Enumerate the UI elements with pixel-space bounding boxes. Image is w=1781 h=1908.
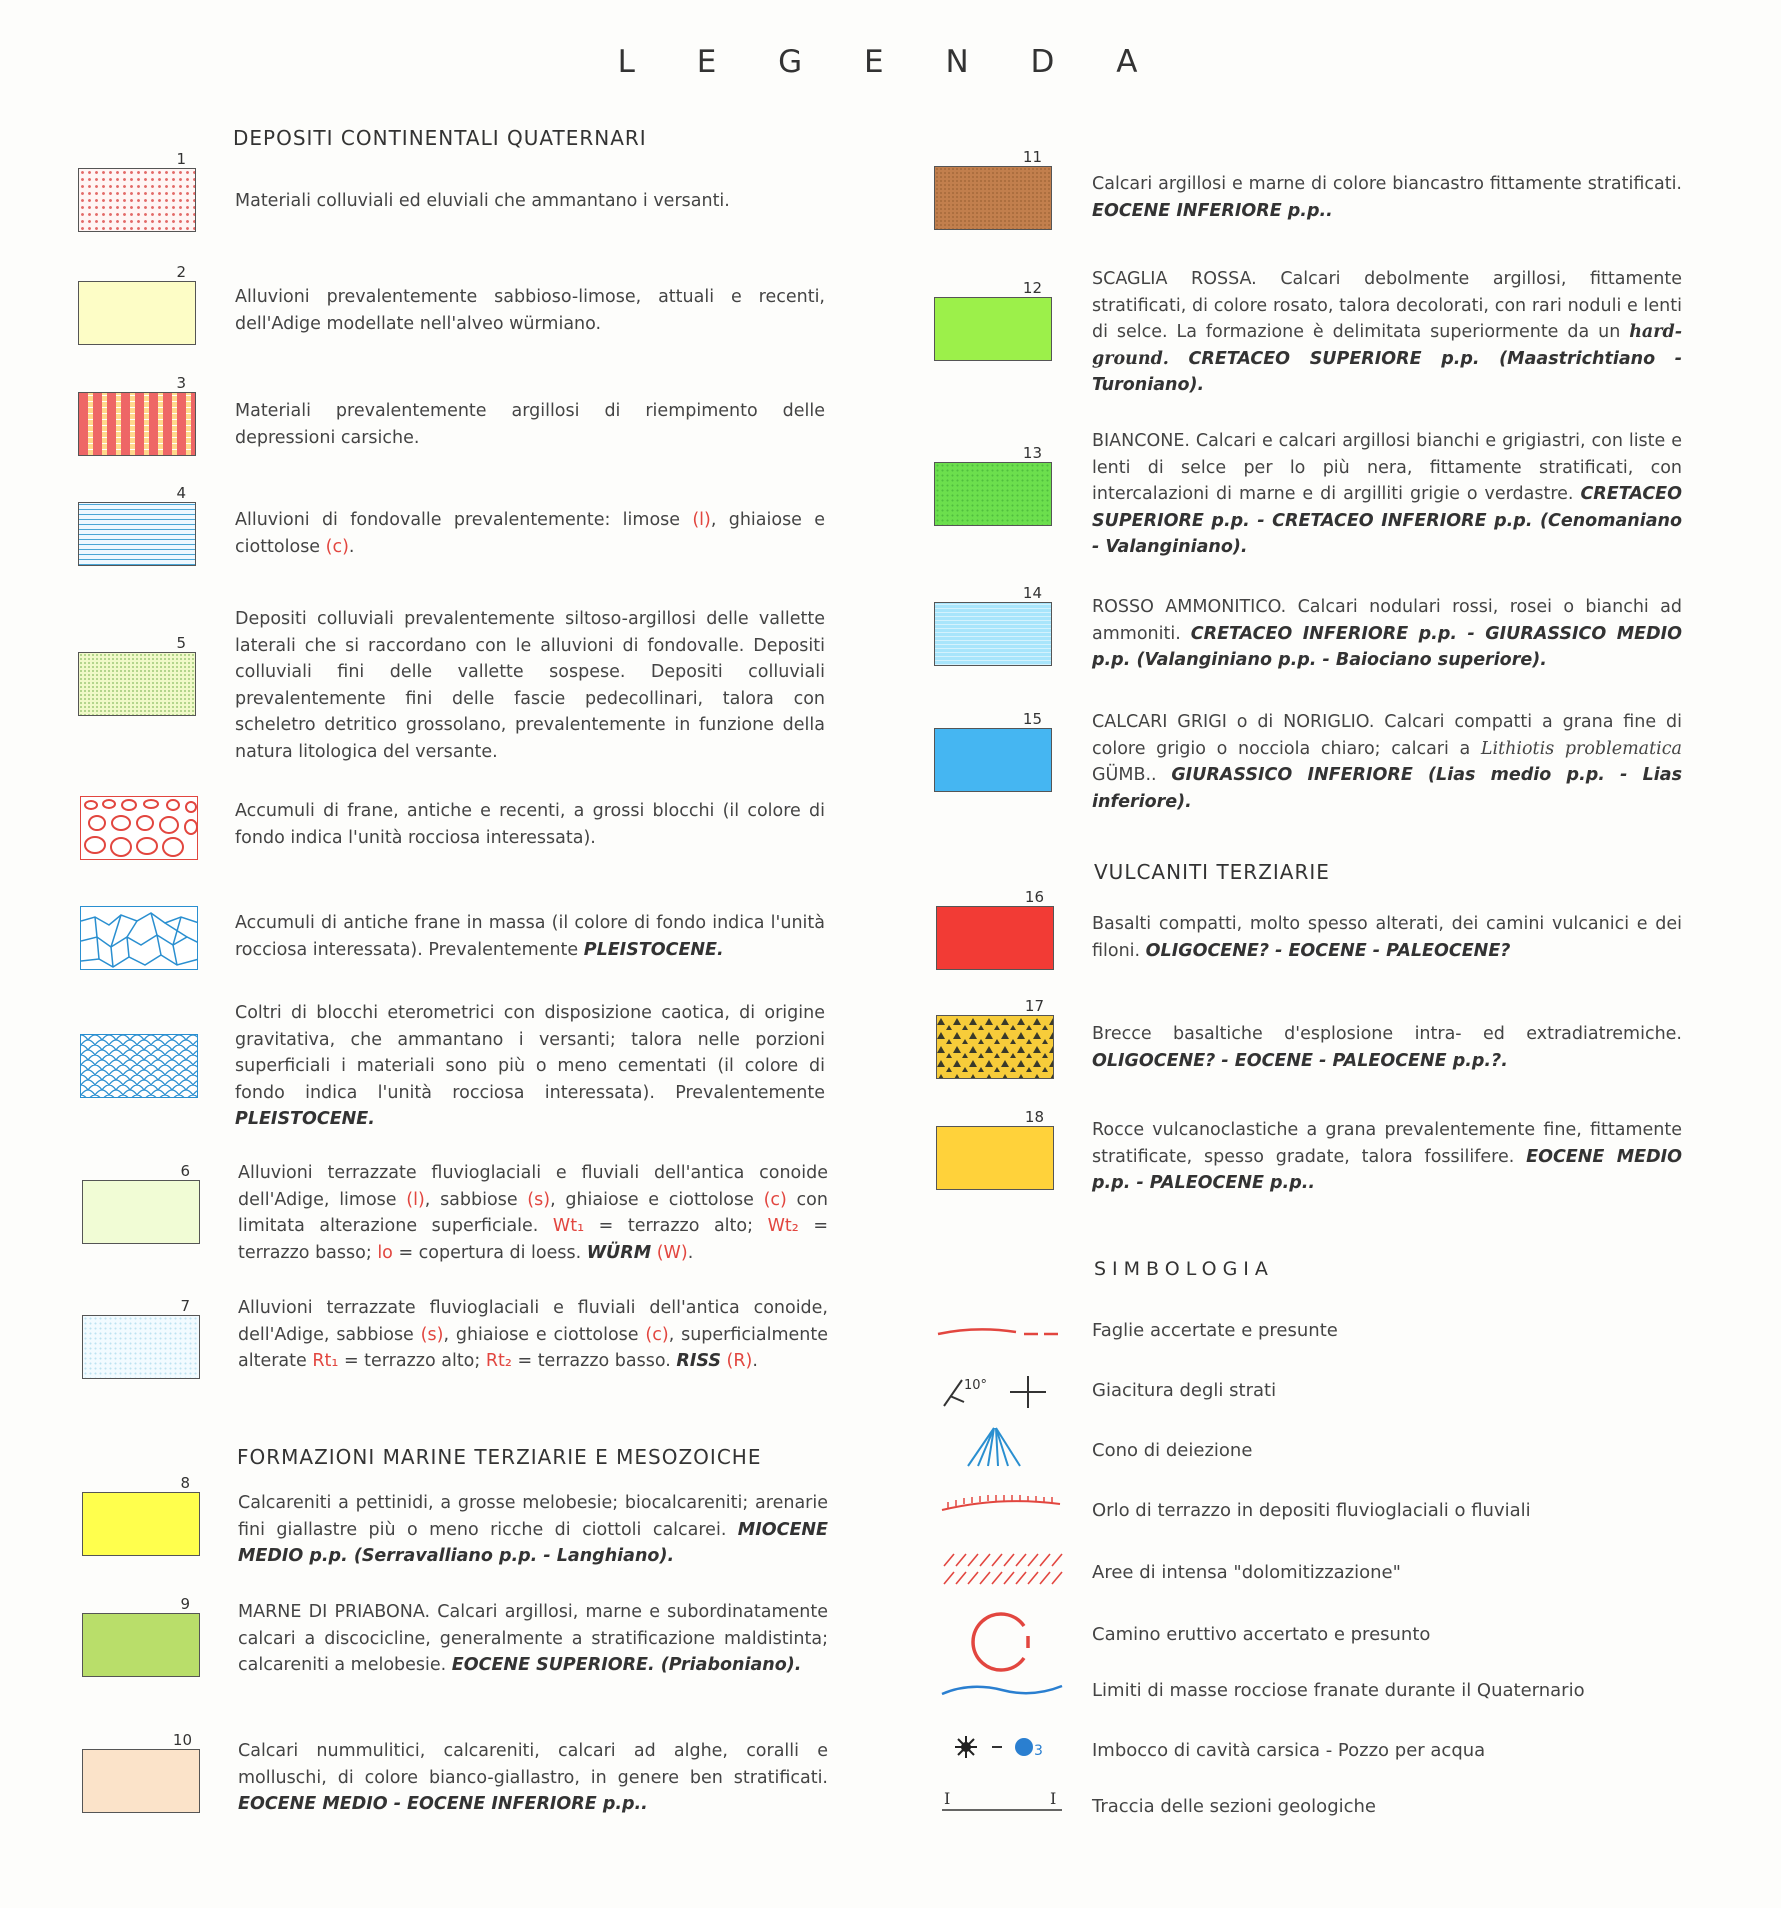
unit-14-description: ROSSO AMMONITICO. Calcari nodulari rossi, rosei o bianchi ad ammoniti. CRETACEO INFERIORE p.p. - GIURASSICO MEDIO p.p. (Valanginiano p.p. - Baiociano superiore). — [1092, 597, 1683, 670]
debris-cover-description: Coltri di blocchi eterometrici con disposizione caotica, di origine gravitativa, che ammantano i versanti; talora nelle porzioni superficiali i materiali sono più o meno cementati (il colore di fondo indica l'unità rocciosa interessata). Prevalentemente PLEISTOCENE. — [235, 1003, 825, 1129]
symbol-bedding-label: Giacitura degli strati — [1092, 1380, 1277, 1401]
unit-4-swatch — [78, 502, 196, 566]
unit-4-description: Alluvioni di fondovalle prevalentemente: limose (l), ghiaiose e ciottolose (c). — [235, 510, 825, 557]
alluvial-fan-icon — [964, 1424, 1028, 1470]
unit-12-swatch — [934, 297, 1052, 361]
bedding-attitude-icon — [940, 1372, 1064, 1412]
unit-1-description: Materiali colluviali ed eluviali che ammantano i versanti. — [235, 191, 730, 211]
unit-number: 8 — [180, 1474, 190, 1492]
terrace-edge-icon — [940, 1492, 1064, 1516]
unit-number: 16 — [1024, 888, 1044, 906]
unit-18-description: Rocce vulcanoclastiche a grana prevalentemente fine, fittamente stratificate, spesso gradate, talora fossilifere. EOCENE MEDIO p.p. - PALEOCENE p.p.. — [1092, 1120, 1682, 1193]
unit-15-swatch — [934, 728, 1052, 792]
unit-3-swatch — [78, 392, 196, 456]
landslide-blocks-description: Accumuli di frane, antiche e recenti, a grossi blocchi (il colore di fondo indica l'unità rocciosa interessata). — [235, 801, 825, 848]
unit-number: 6 — [180, 1162, 190, 1180]
section-volcanic-heading: VULCANITI TERZIARIE — [1094, 860, 1330, 884]
unit-11-swatch — [934, 166, 1052, 230]
unit-16-description: Basalti compatti, molto spesso alterati, dei camini vulcanici e dei filoni. OLIGOCENE? - EOCENE - PALEOCENE? — [1092, 914, 1682, 961]
landslide-blocks-swatch — [80, 796, 198, 860]
debris-cover-swatch — [80, 1034, 198, 1098]
unit-number: 1 — [176, 150, 186, 168]
unit-number: 14 — [1022, 584, 1042, 602]
unit-number: 10 — [172, 1731, 192, 1749]
unit-11-description: Calcari argillosi e marne di colore biancastro fittamente stratificati. EOCENE INFERIORE p.p.. — [1092, 174, 1682, 221]
section-start-label: I — [944, 1789, 951, 1808]
section-marine-heading: FORMAZIONI MARINE TERZIARIE E MESOZOICHE — [237, 1445, 762, 1469]
landslide-limit-icon — [940, 1680, 1064, 1700]
unit-10-swatch — [82, 1749, 200, 1813]
unit-17-description: Brecce basaltiche d'esplosione intra- ed extradiatremiche. OLIGOCENE? - EOCENE - PALEOCENE p.p.?. — [1092, 1024, 1682, 1071]
landslide-mass-swatch — [80, 906, 198, 970]
volcanic-vent-icon — [966, 1606, 1038, 1678]
unit-number: 9 — [180, 1595, 190, 1613]
unit-18-swatch — [936, 1126, 1054, 1190]
unit-2-description: Alluvioni prevalentemente sabbioso-limose, attuali e recenti, dell'Adige modellate nell'alveo würmiano. — [235, 287, 825, 334]
unit-number: 5 — [176, 634, 186, 652]
unit-number: 2 — [176, 263, 186, 281]
unit-3-description: Materiali prevalentemente argillosi di riempimento delle depressioni carsiche. — [235, 401, 825, 448]
unit-6-description: Alluvioni terrazzate fluvioglaciali e fluviali dell'antica conoide dell'Adige, limose (l), sabbiose (s), ghiaiose e ciottolose (c) con limitata alterazione superficiale. Wt₁ = terrazzo alto; Wt₂ = terrazzo basso; lo = copertura di loess. WÜRM (W). — [238, 1163, 828, 1263]
section-trace-icon — [940, 1786, 1064, 1816]
unit-number: 7 — [180, 1297, 190, 1315]
symbol-section-label: Traccia delle sezioni geologiche — [1092, 1796, 1377, 1817]
unit-9-swatch — [82, 1613, 200, 1677]
symbol-terrace-label: Orlo di terrazzo in depositi fluvioglaciali o fluviali — [1092, 1500, 1531, 1521]
unit-7-swatch — [82, 1315, 200, 1379]
unit-number: 18 — [1024, 1108, 1044, 1126]
well-number-label: 3 — [1034, 1743, 1043, 1759]
legend-title: L E G E N D A — [617, 44, 1164, 80]
symbol-limit-label: Limiti di masse rocciose franate durante il Quaternario — [1092, 1680, 1585, 1701]
symbol-vent-label: Camino eruttivo accertato e presunto — [1092, 1624, 1431, 1645]
section-end-label: I — [1050, 1789, 1057, 1808]
symbol-fan-label: Cono di deiezione — [1092, 1440, 1253, 1461]
unit-9-description: MARNE DI PRIABONA. Calcari argillosi, marne e subordinatamente calcari a discocicline, generalmente a stratificazione maldistinta; calcareniti a melobesie. EOCENE SUPERIORE. (Priaboniano). — [238, 1602, 828, 1675]
unit-2-swatch — [78, 281, 196, 345]
unit-number: 13 — [1022, 444, 1042, 462]
bedding-angle-label: 10° — [964, 1378, 988, 1393]
symbol-karst-label: Imbocco di cavità carsica - Pozzo per acqua — [1092, 1740, 1486, 1761]
unit-12-description: SCAGLIA ROSSA. Calcari debolmente argillosi, fittamente stratificati, di colore rosato, talora decolorati, con rari noduli e lenti di selce. La formazione è delimitata superiormente da un hard-ground. CRETACEO SUPERIORE p.p. (Maastrichtiano - Turoniano). — [1092, 269, 1682, 395]
unit-number: 12 — [1022, 279, 1042, 297]
unit-13-description: BIANCONE. Calcari e calcari argillosi bianchi e grigiastri, con liste e lenti di selce per lo più nera, fittamente stratificati, con intercalazioni di marne e di argilliti grigie o verdastre. CRETACEO SUPERIORE p.p. - CRETACEO INFERIORE p.p. (Cenomaniano - Valanginiano). — [1092, 431, 1682, 557]
unit-7-description: Alluvioni terrazzate fluvioglaciali e fluviali dell'antica conoide, dell'Adige, sabbiose (s), ghiaiose e ciottolose (c), superficialmente alterate Rt₁ = terrazzo alto; Rt₂ = terrazzo basso. RISS (R). — [238, 1298, 828, 1371]
unit-8-description: Calcareniti a pettinidi, a grosse melobesie; biocalcareniti; arenarie fini giallastre più o meno ricche di ciottoli calcarei. MIOCENE MEDIO p.p. (Serravalliano p.p. - Langhiano). — [238, 1493, 828, 1566]
symbol-fault-label: Faglie accertate e presunte — [1092, 1320, 1338, 1341]
symbol-dolomitization-label: Aree di intensa "dolomitizzazione" — [1092, 1562, 1401, 1583]
unit-number: 11 — [1022, 148, 1042, 166]
unit-1-swatch — [78, 168, 196, 232]
unit-5-swatch — [78, 652, 196, 716]
unit-number: 15 — [1022, 710, 1042, 728]
unit-13-swatch — [934, 462, 1052, 526]
landslide-mass-description: Accumuli di antiche frane in massa (il colore di fondo indica l'unità rocciosa interessata). Prevalentemente PLEISTOCENE. — [235, 913, 825, 960]
unit-15-description: CALCARI GRIGI o di NORIGLIO. Calcari compatti a grana fine di colore grigio o nocciola chiaro; calcari a Lithiotis problematica GÜMB.. GIURASSICO INFERIORE (Lias medio p.p. - Lias inferiore). — [1092, 712, 1682, 812]
dolomitization-icon — [940, 1546, 1064, 1588]
unit-number: 4 — [176, 484, 186, 502]
unit-5-description: Depositi colluviali prevalentemente siltoso-argillosi delle vallette laterali che si raccordano con le alluvioni di fondovalle. Depositi colluviali fini delle vallette sospese. Depositi colluviali prevalentemente fini delle fascie pedecollinari, talora con scheletro detritico grossolano, prevalentemente in funzione della natura litologica del versante. — [235, 609, 825, 762]
unit-number: 3 — [176, 374, 186, 392]
karst-well-icon — [952, 1730, 1052, 1764]
unit-number: 17 — [1024, 997, 1044, 1015]
unit-17-swatch — [936, 1015, 1054, 1079]
fault-line-icon — [936, 1322, 1060, 1342]
unit-6-swatch — [82, 1180, 200, 1244]
unit-10-description: Calcari nummulitici, calcareniti, calcari ad alghe, coralli e molluschi, di colore bianco-giallastro, in genere ben stratificati. EOCENE MEDIO - EOCENE INFERIORE p.p.. — [238, 1741, 828, 1814]
unit-16-swatch — [936, 906, 1054, 970]
section-continental-heading: DEPOSITI CONTINENTALI QUATERNARI — [233, 126, 647, 150]
unit-8-swatch — [82, 1492, 200, 1556]
unit-14-swatch — [934, 602, 1052, 666]
section-symbols-heading: SIMBOLOGIA — [1094, 1258, 1274, 1280]
